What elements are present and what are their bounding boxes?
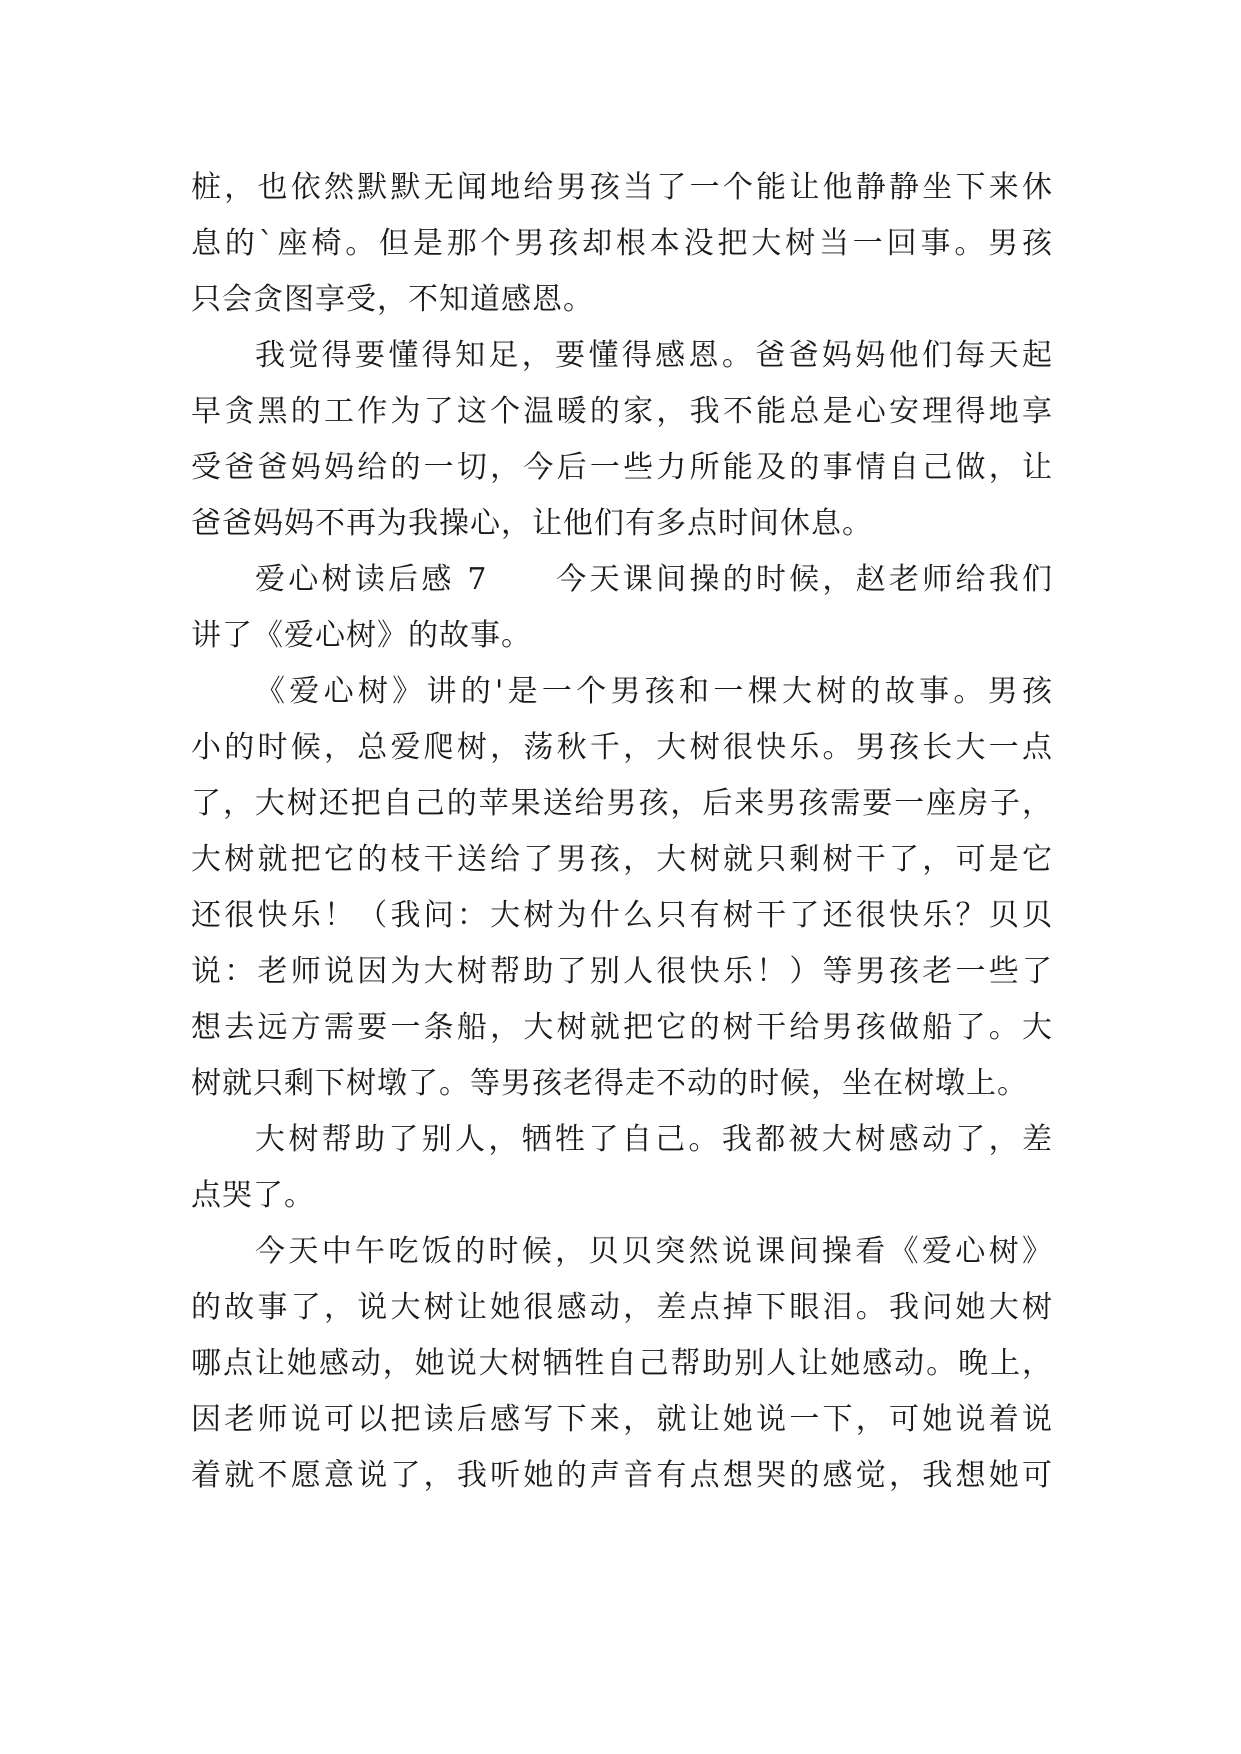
text-line: 了，大树还把自己的苹果送给男孩，后来男孩需要一座房子， [191,786,1053,821]
text-line: 息的`座椅。但是那个男孩却根本没把大树当一回事。男孩 [191,226,1053,261]
document-body [191,160,1053,1504]
text-line: 讲了《爱心树》的故事。 [191,618,532,653]
text-line: 想去远方需要一条船，大树就把它的树干给男孩做船了。大 [191,1010,1053,1045]
text-line: 大树帮助了别人，牺牲了自己。我都被大树感动了，差 [255,1122,1053,1157]
text-line: 今天中午吃饭的时候，贝贝突然说课间操看《爱心树》 [255,1234,1053,1269]
text-line: 桩，也依然默默无闻地给男孩当了一个能让他静静坐下来休 [191,170,1053,205]
text-line: 哪点让她感动，她说大树牺牲自己帮助别人让她感动。晚上， [191,1346,1053,1381]
text-line: 早贪黑的工作为了这个温暖的家，我不能总是心安理得地享 [191,394,1053,429]
text-line: 爱心树读后感 7 今天课间操的时候，赵老师给我们 [255,562,1053,597]
text-line: 树就只剩下树墩了。等男孩老得走不动的时候，坐在树墩上。 [191,1066,1028,1101]
text-line: 着就不愿意说了，我听她的声音有点想哭的感觉，我想她可 [191,1458,1053,1493]
text-line: 因老师说可以把读后感写下来，就让她说一下，可她说着说 [191,1402,1053,1437]
text-line: 《爱心树》讲的'是一个男孩和一棵大树的故事。男孩 [255,674,1053,709]
text-line: 小的时候，总爱爬树，荡秋千，大树很快乐。男孩长大一点 [191,730,1053,765]
text-line: 爸爸妈妈不再为我操心，让他们有多点时间休息。 [191,506,873,541]
text-line: 还很快乐！（我问：大树为什么只有树干了还很快乐？贝贝 [191,898,1053,933]
text-line: 大树就把它的枝干送给了男孩，大树就只剩树干了，可是它 [191,842,1053,877]
text-line: 说：老师说因为大树帮助了别人很快乐！）等男孩老一些了 [191,954,1053,989]
text-line: 的故事了，说大树让她很感动，差点掉下眼泪。我问她大树 [191,1290,1053,1325]
text-line: 点哭了。 [191,1178,315,1213]
text-line: 我觉得要懂得知足，要懂得感恩。爸爸妈妈他们每天起 [255,338,1053,373]
text-line: 受爸爸妈妈给的一切，今后一些力所能及的事情自己做，让 [191,450,1053,485]
text-line: 只会贪图享受，不知道感恩。 [191,282,594,317]
